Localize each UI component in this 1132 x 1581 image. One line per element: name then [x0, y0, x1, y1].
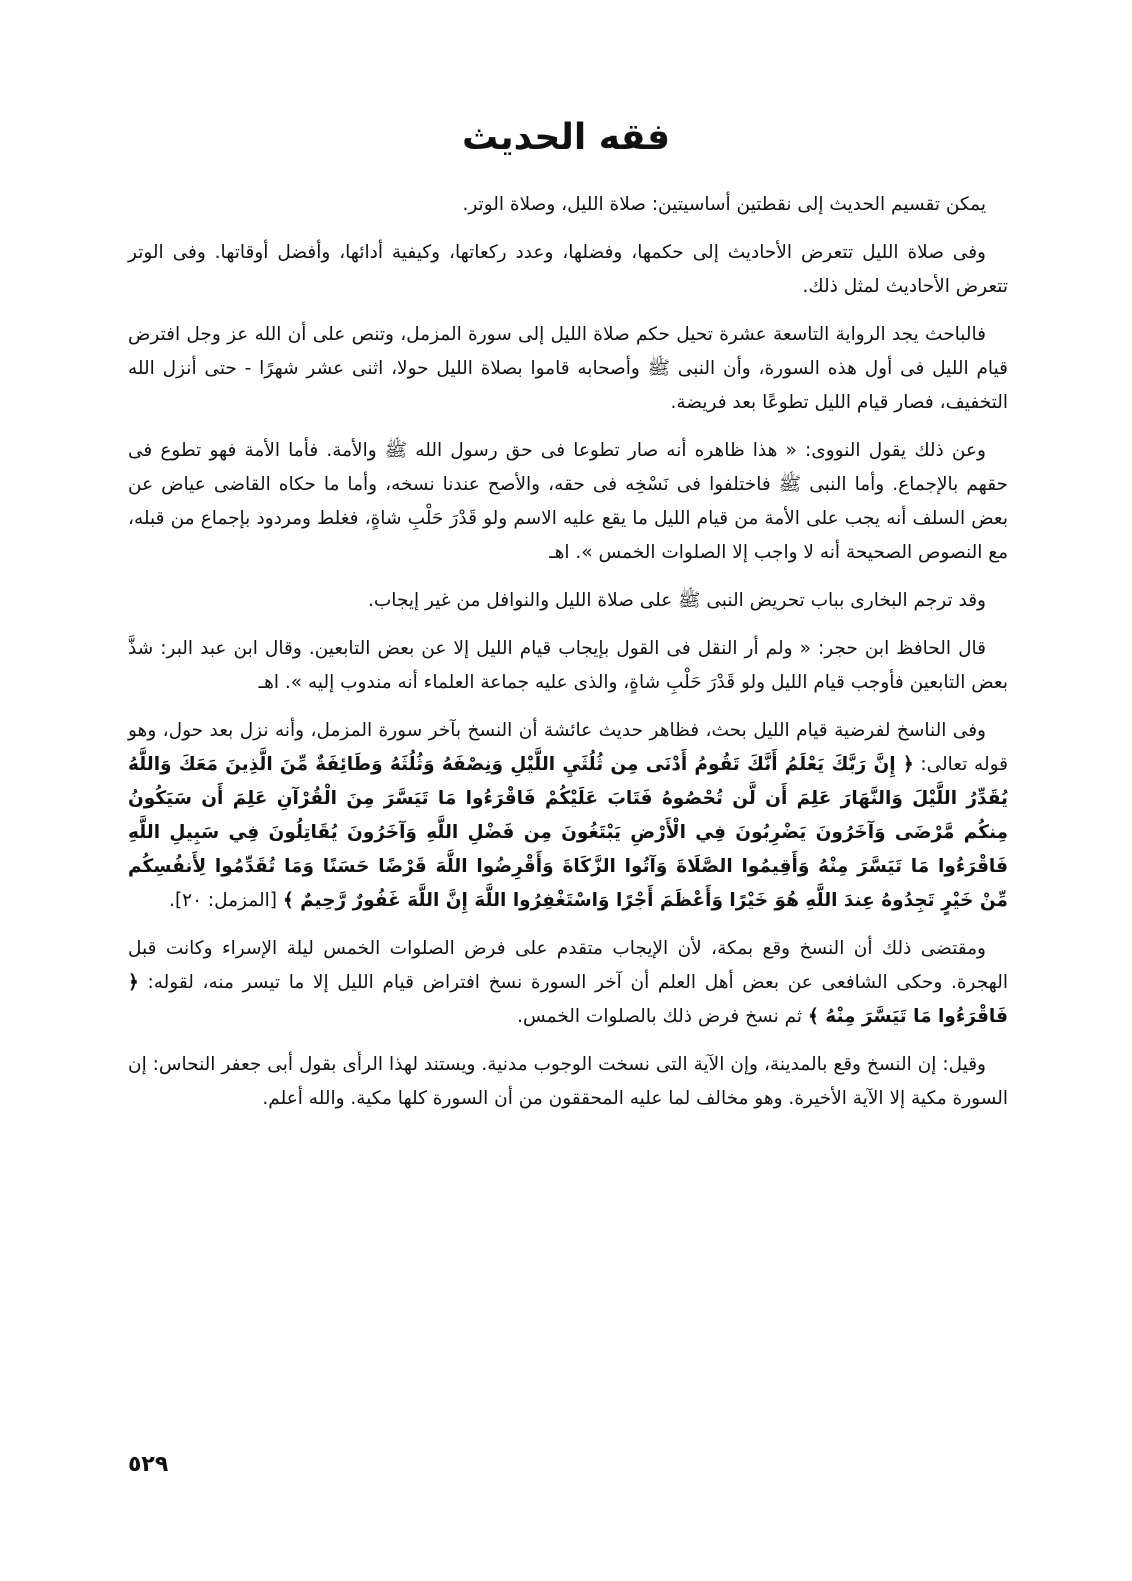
quran-verse: ﴿ فَاقْرَءُوا مَا تَيَسَّرَ مِنْهُ ﴾	[128, 972, 1008, 1027]
paragraph	[128, 188, 1008, 222]
paragraph	[128, 434, 1008, 570]
paragraph	[128, 632, 1008, 700]
paragraph	[128, 1048, 1008, 1116]
text-segment: قال الحافظ ابن حجر: « ولم أر النقل فى القول بإيجاب قيام الليل إلا عن بعض التابعين. وقال ابن عبد البر: شذَّ بعض التابعين فأوجب قيام الليل ولو قَدْرَ حَلْبِ شاةٍ، والذى عليه جماعة العلماء أنه مندوب إليه ». اهـ	[128, 638, 1008, 693]
text-segment: وعن ذلك يقول النووى: « هذا ظاهره أنه صار تطوعا فى حق رسول الله ﷺ والأمة. فأما الأمة فهو تطوع فى حقهم بالإجماع. وأما النبى ﷺ فاختلفوا فى نَسْخِه فى حقه، والأصح عندنا نسخه، وأما ما حكاه القاضى عياض عن بعض السلف أنه يجب على الأمة من قيام الليل ما يقع عليه الاسم ولو قَدْرَ حَلْبِ شاةٍ، فغلط ومردود بإجماع من قبله، مع النصوص الصحيحة أنه لا واجب إلا الصلوات الخمس ». اهـ	[128, 440, 1008, 563]
paragraph	[128, 236, 1008, 304]
page-title: فقه الحديث	[461, 117, 671, 158]
paragraph	[128, 318, 1008, 420]
text-segment: يمكن تقسيم الحديث إلى نقطتين أساسيتين: صلاة الليل، وصلاة الوتر.	[462, 194, 986, 215]
text-segment: فالباحث يجد الرواية التاسعة عشرة تحيل حكم صلاة الليل إلى سورة المزمل، وتنص على أن الله عز وجل افترض قيام الليل فى أول هذه السورة، وأن النبى ﷺ وأصحابه قاموا بصلاة الليل حولا، اثنى عشر شهرًا - حتى أنزل الله التخفيف، فصار قيام الليل تطوعًا بعد فريضة.	[128, 324, 1008, 413]
text-segment: [المزمل: ٢٠].	[169, 890, 283, 911]
paragraph	[128, 714, 1008, 918]
text-segment: وفى صلاة الليل تتعرض الأحاديث إلى حكمها، وفضلها، وعدد ركعاتها، وكيفية أدائها، وأفضل أوقاتها. وفى الوتر تتعرض الأحاديث لمثل ذلك.	[128, 242, 1008, 297]
page-number: ٥٢٩	[128, 1452, 169, 1477]
text-segment: وفى الناسخ لفرضية قيام الليل بحث، فظاهر حديث عائشة أن النسخ بآخر سورة المزمل، وأنه نزل بعد حول، وهو قوله تعالى:	[128, 720, 1009, 775]
text-segment: وقيل: إن النسخ وقع بالمدينة، وإن الآية التى نسخت الوجوب مدنية. ويستند لهذا الرأى بقول أبى جعفر النحاس: إن السورة مكية إلا الآية الأخيرة. وهو مخالف لما عليه المحققون من أن السورة كلها مكية. والله أعلم.	[128, 1054, 1008, 1109]
paragraph	[128, 584, 1008, 618]
text-segment: ثم نسخ فرض ذلك بالصلوات الخمس.	[517, 1006, 808, 1027]
text-segment: وقد ترجم البخارى بباب تحريض النبى ﷺ على صلاة الليل والنوافل من غير إيجاب.	[368, 590, 986, 611]
paragraph	[128, 932, 1008, 1034]
quran-verse: ﴿ إِنَّ رَبَّكَ يَعْلَمُ أَنَّكَ تَقُومُ أَدْنَى مِن ثُلُثَيِ اللَّيْلِ وَنِصْفَهُ وَثُلُثَهُ وَطَائِفَةٌ مِّنَ الَّذِينَ مَعَكَ وَاللَّهُ يُقَدِّرُ اللَّيْلَ وَالنَّهَارَ عَلِمَ أَن لَّن تُحْصُوهُ فَتَابَ عَلَيْكُمْ فَاقْرَءُوا مَا تَيَسَّرَ مِنَ الْقُرْآنِ عَلِمَ أَن سَيَكُونُ مِنكُم مَّرْضَى وَآخَرُونَ يَضْرِبُونَ فِي الْأَرْضِ يَبْتَغُونَ مِن فَضْلِ اللَّهِ وَآخَرُونَ يُقَاتِلُونَ فِي سَبِيلِ اللَّهِ فَاقْرَءُوا مَا تَيَسَّرَ مِنْهُ وَأَقِيمُوا الصَّلَاةَ وَآتُوا الزَّكَاةَ وَأَقْرِضُوا اللَّهَ قَرْضًا حَسَنًا وَمَا تُقَدِّمُوا لِأَنفُسِكُم مِّنْ خَيْرٍ تَجِدُوهُ عِندَ اللَّهِ هُوَ خَيْرًا وَأَعْظَمَ أَجْرًا وَاسْتَغْفِرُوا اللَّهَ إِنَّ اللَّهَ غَفُورٌ رَّحِيمٌ ﴾	[128, 754, 1008, 911]
body-text	[128, 188, 1008, 1130]
text-segment: ومقتضى ذلك أن النسخ وقع بمكة، لأن الإيجاب متقدم على فرض الصلوات الخمس ليلة الإسراء وكانت قبل الهجرة. وحكى الشافعى عن بعض أهل العلم أن آخر السورة نسخ افتراض قيام الليل إلا ما تيسر منه، لقوله:	[128, 938, 1008, 993]
